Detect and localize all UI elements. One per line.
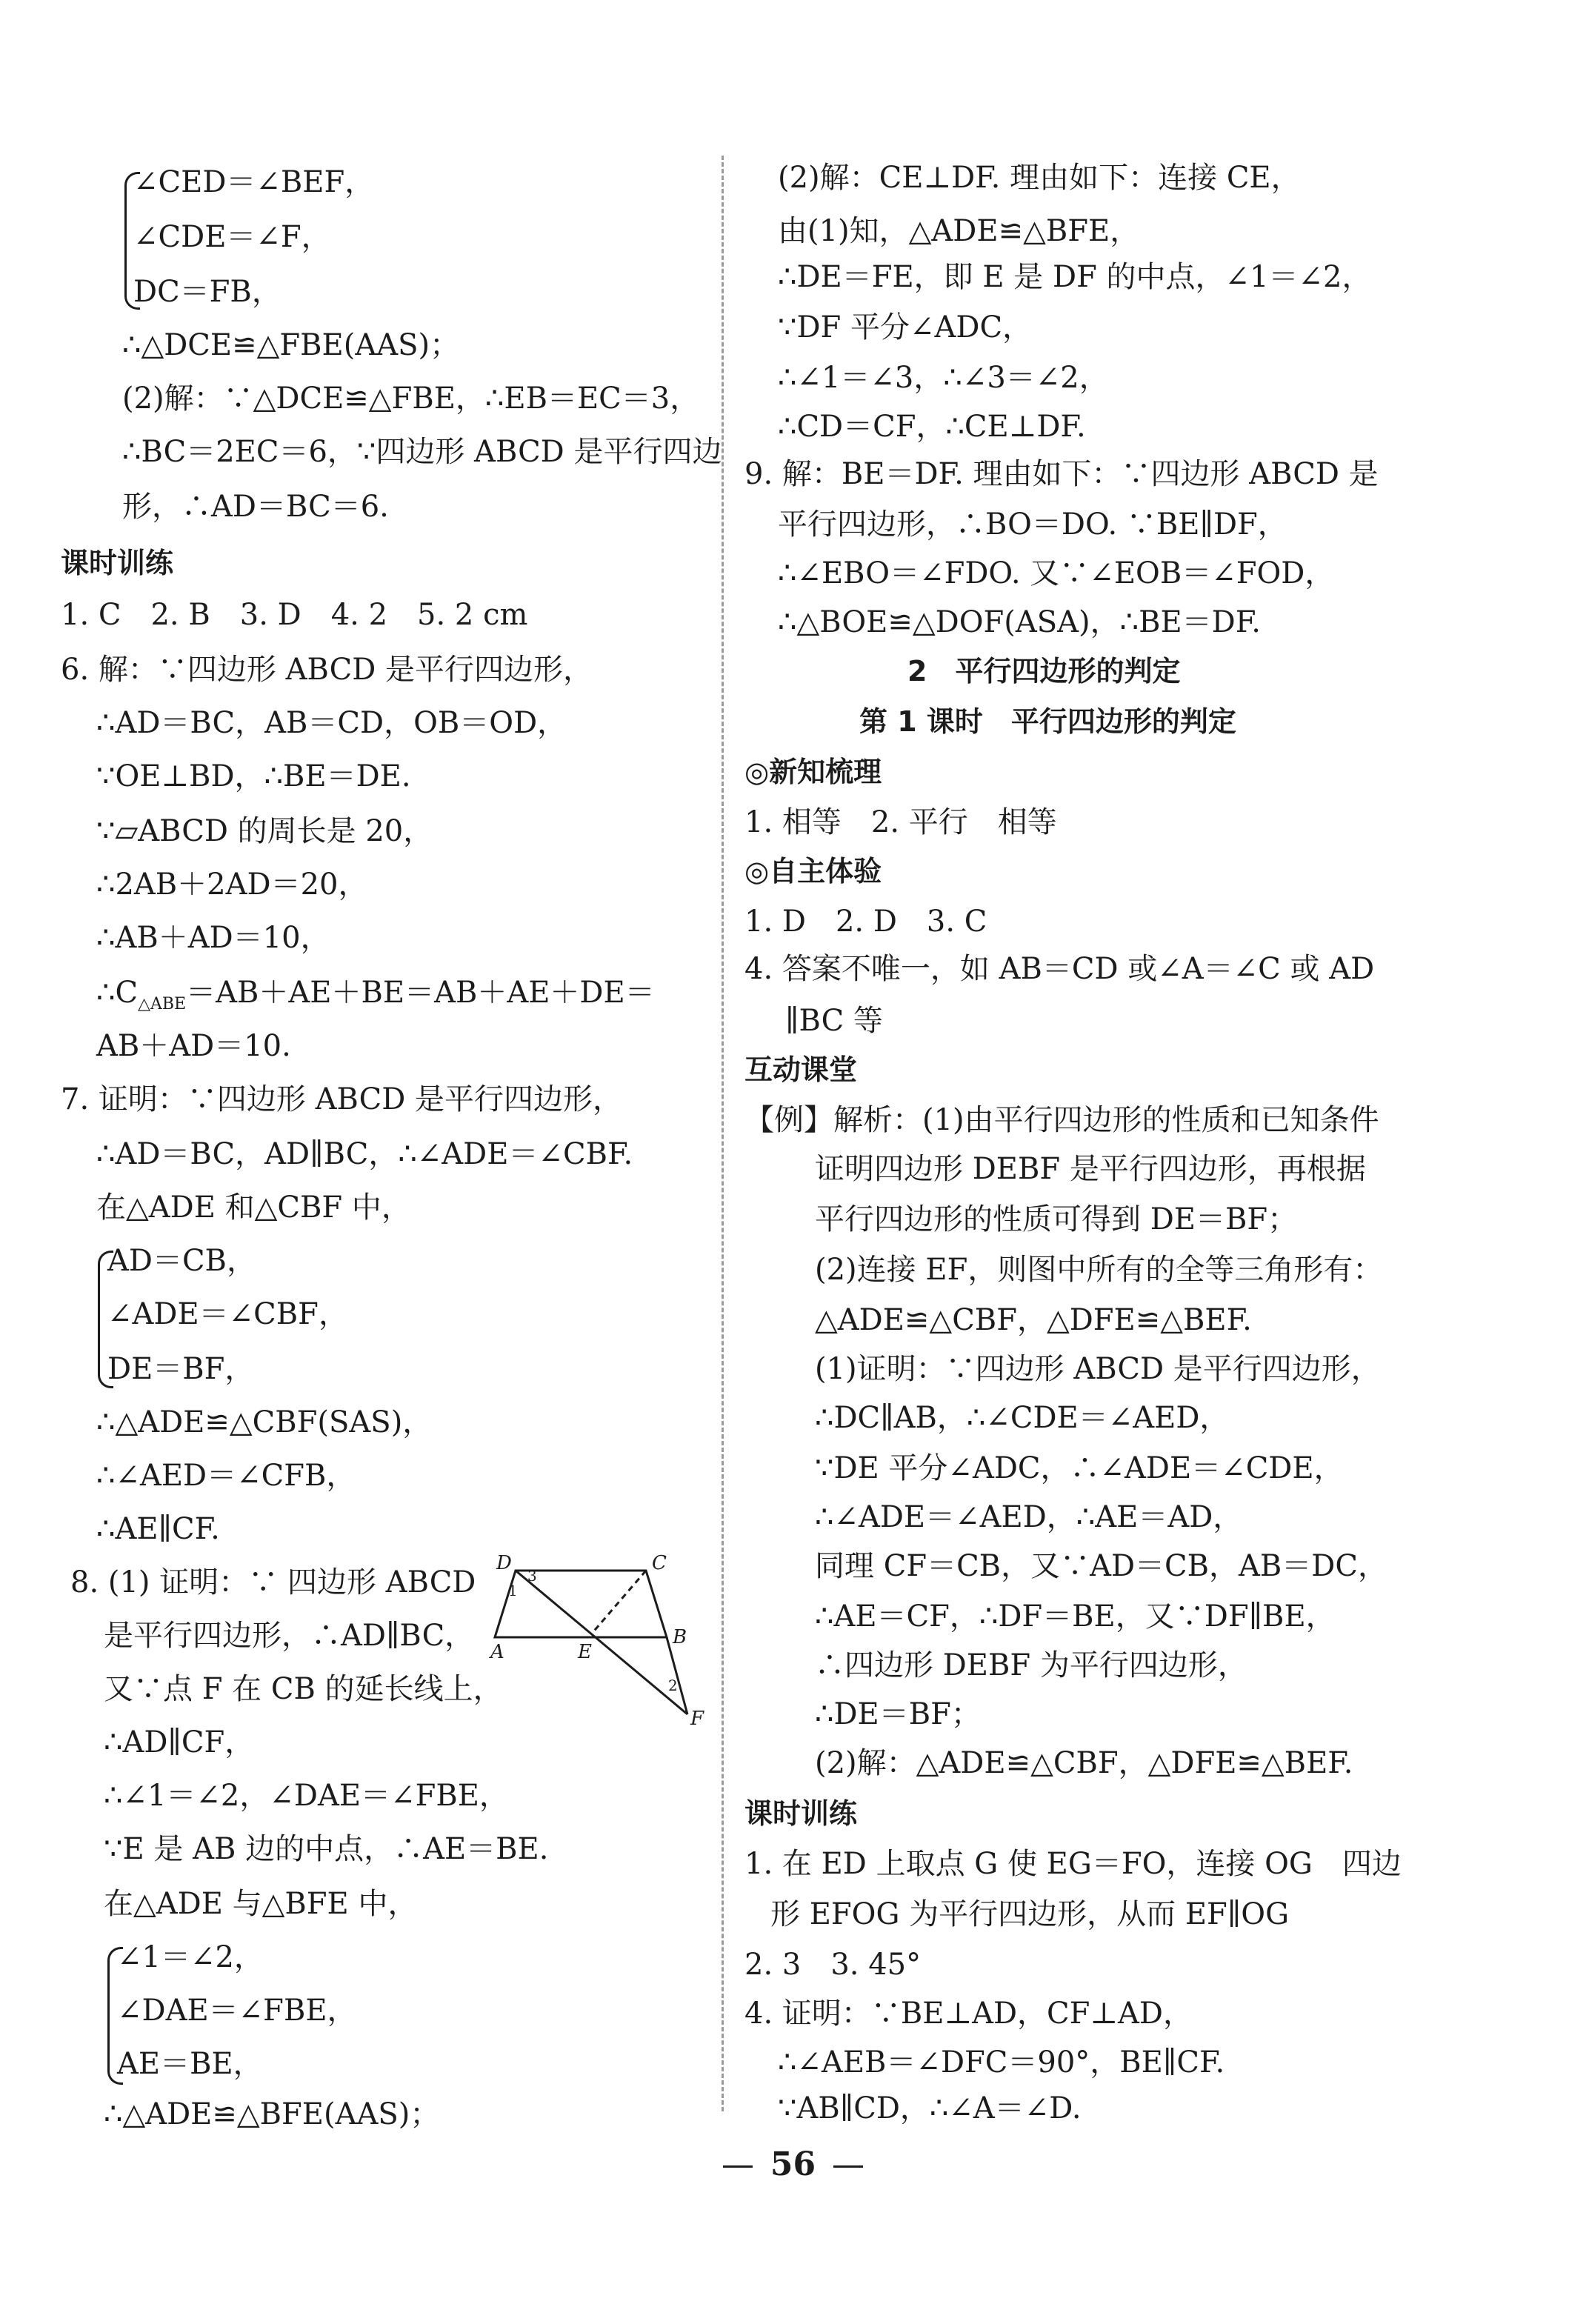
text-line: ∵▱ABCD 的周长是 20， [96,814,433,848]
label-B: B [673,1626,687,1648]
section-heading: 互动课堂 [744,1053,858,1086]
text-line: ∵OE⊥BD，∴BE＝DE. [96,759,411,793]
text-line: ∠CED＝∠BEF， [133,165,375,199]
label-D: D [496,1552,512,1574]
text-line: ∴CD＝CF，∴CE⊥DF. [778,410,1086,444]
label-C: C [652,1552,667,1574]
text-line: 在△ADE 与△BFE 中， [104,1887,418,1921]
text-line: 形，∴AD＝BC＝6. [122,490,389,524]
text-line: ∴DC∥AB，∴∠CDE＝∠AED， [815,1401,1230,1435]
text-line: ∴AD＝BC，AB＝CD，OB＝OD， [96,706,567,740]
text-line: ∠ADE＝∠CBF， [107,1297,348,1331]
text-line: ∴△DCE≌△FBE(AAS)； [122,328,460,362]
problem-9: 9. 解：BE＝DF. 理由如下：∵四边形 ABCD 是 [744,457,1379,491]
problem-8: 8. (1) 证明：∵ 四边形 ABCD [70,1565,476,1599]
text-line: ∴AE＝CF，∴DF＝BE，又∵DF∥BE， [815,1599,1336,1634]
text-line: ∴DE＝FE，即 E 是 DF 的中点，∠1＝∠2， [778,260,1372,294]
text-line: ∴∠1＝∠2，∠DAE＝∠FBE， [104,1779,509,1813]
segment-CE [591,1571,646,1634]
label-E: E [578,1641,592,1663]
answer-line: 1. C 2. B 3. D 4. 2 5. 2 cm [61,598,528,632]
text-line: ∴△ADE≌△BFE(AAS)； [104,2097,440,2131]
text-line: ∵DE 平分∠ADC，∴∠ADE＝∠CDE， [815,1451,1344,1485]
label-A: A [490,1641,504,1663]
text-line: 平行四边形的性质可得到 DE＝BF； [815,1202,1298,1236]
dash-left [723,2165,753,2168]
example-line: 【例】解析：(1)由平行四边形的性质和已知条件 [744,1103,1379,1137]
text-line: ∴∠AED＝∠CFB， [96,1459,356,1493]
section-heading: ◎新知梳理 [744,756,882,788]
answer-line: 4. 答案不唯一，如 AB＝CD 或∠A＝∠C 或 AD [744,952,1375,986]
section-heading: 课时训练 [61,547,174,579]
text-line: ∠CDE＝∠F， [133,220,331,254]
section-title: 2 平行四边形的判定 [907,655,1181,687]
text-line: 形 EFOG 为平行四边形，从而 EF∥OG [770,1897,1290,1931]
text-line: (1)证明：∵四边形 ABCD 是平行四边形， [815,1352,1381,1386]
column-divider [722,156,724,2111]
text-line: ∴∠1＝∠3，∴∠3＝∠2， [778,361,1109,395]
text-line: ∠1＝∠2， [117,1940,264,1974]
text-line: ∴2AB＋2AD＝20， [96,868,368,902]
text-line: ∥BC 等 [785,1004,883,1038]
label-1: 1 [508,1582,518,1599]
text-line: 在△ADE 和△CBF 中， [96,1191,411,1225]
page-number [0,2145,1586,2183]
text-line: ∠DAE＝∠FBE， [117,1994,357,2028]
text-line: AE＝BE， [117,2047,263,2081]
text-line: 又∵点 F 在 CB 的延长线上， [104,1672,503,1706]
segment-BF [667,1637,687,1714]
lesson-title: 第 1 课时 平行四边形的判定 [859,705,1236,738]
section-heading: ◎自主体验 [744,855,882,888]
segment-DF [516,1571,687,1714]
text-line: ∴AB＋AD＝10， [96,921,330,955]
text-line: 同理 CF＝CB，又∵AD＝CB，AB＝DC， [815,1549,1387,1583]
answer-line: 2. 3 3. 45° [744,1948,922,1982]
dash-right [833,2165,863,2168]
text-line: ∴∠AEB＝∠DFC＝90°，BE∥CF. [778,2045,1225,2080]
text-line: ∵E 是 AB 边的中点，∴AE＝BE. [104,1832,549,1866]
text-line: ∴BC＝2EC＝6，∵四边形 ABCD 是平行四边 [122,435,722,469]
problem-6: 6. 解：∵四边形 ABCD 是平行四边形， [61,653,593,687]
text-line: 由(1)知，△ADE≌△BFE， [778,214,1140,248]
page-number-text: 56 [770,2145,816,2183]
answer-line: 4. 证明：∵BE⊥AD，CF⊥AD， [744,1997,1193,2031]
text-line: ∴AD∥CF， [104,1725,255,1759]
parallelogram [495,1571,667,1637]
text-line: ∴∠ADE＝∠AED，∴AE＝AD， [815,1500,1243,1534]
answer-line: 1. D 2. D 3. C [744,905,987,939]
answer-line: 1. 相等 2. 平行 相等 [744,805,1057,839]
answer-line: 1. 在 ED 上取点 G 使 EG＝FO，连接 OG 四边 [744,1847,1402,1881]
label-2: 2 [668,1677,678,1694]
subscript: △ABE [138,995,187,1013]
text-line: DE＝BF， [107,1352,255,1386]
text-line: ∴DE＝BF； [815,1697,981,1731]
text-line: ∴∠EBO＝∠FDO. 又∵∠EOB＝∠FOD， [778,556,1335,590]
text-line: DC＝FB， [133,275,281,309]
text-line: ∴△BOE≌△DOF(ASA)，∴BE＝DF. [778,605,1261,639]
text-line: AB＋AD＝10. [96,1029,291,1063]
section-heading: 课时训练 [744,1797,858,1830]
text-line: ∵DF 平分∠ADC， [778,310,1033,344]
parallelogram-figure [490,1552,717,1730]
text-line: 证明四边形 DEBF 是平行四边形，再根据 [815,1152,1366,1186]
text-line: ∴AD＝BC，AD∥BC，∴∠ADE＝∠CBF. [96,1137,633,1171]
text-line: AD＝CB， [107,1244,256,1278]
label-3: 3 [527,1567,537,1585]
text-line: (2)解：CE⊥DF. 理由如下：连接 CE， [778,161,1301,195]
text-line: (2)解：△ADE≌△CBF，△DFE≌△BEF. [815,1746,1353,1780]
text-line: ∴△ADE≌△CBF(SAS)， [96,1405,433,1439]
problem-7: 7. 证明：∵四边形 ABCD 是平行四边形， [61,1082,623,1116]
text-line: ∴AE∥CF. [96,1512,220,1546]
text-line: $\therefore C_{\triangle ABE}=AB+AE+BE=AB+AE+DE=$ [96,976,655,1013]
text-line: 平行四边形，∴BO＝DO. ∵BE∥DF， [778,507,1287,542]
text-line: (2)解：∵△DCE≌△FBE，∴EB＝EC＝3， [122,382,700,416]
label-F: F [690,1708,704,1730]
text-line: 是平行四边形，∴AD∥BC， [104,1619,475,1653]
text-line: (2)连接 EF，则图中所有的全等三角形有： [815,1253,1383,1287]
text-line: ∵AB∥CD，∴∠A＝∠D. [778,2091,1082,2125]
text-line: △ADE≌△CBF，△DFE≌△BEF. [815,1303,1252,1337]
text-line: ∴四边形 DEBF 为平行四边形， [815,1648,1247,1682]
